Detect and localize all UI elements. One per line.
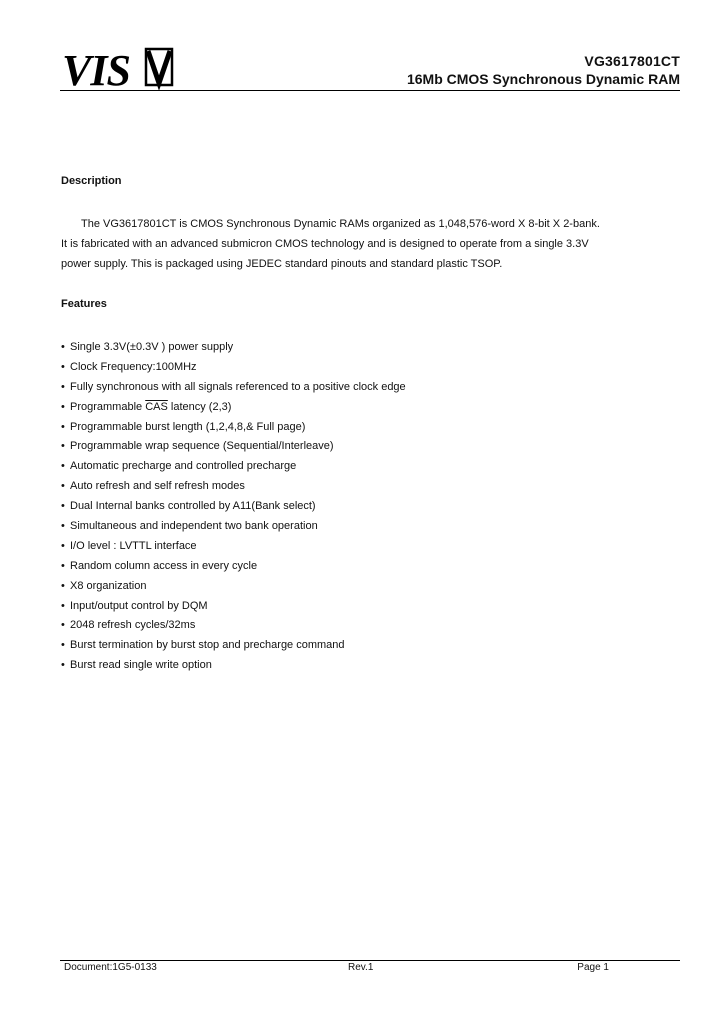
list-item: • Random column access in every cycle bbox=[61, 557, 406, 577]
list-item: • Single 3.3V(±0.3V ) power supply bbox=[61, 338, 406, 358]
bullet: • bbox=[61, 599, 65, 612]
bullet: • bbox=[61, 400, 65, 413]
list-item: • I/O level : LVTTL interface bbox=[61, 537, 406, 557]
features-list bbox=[61, 338, 406, 676]
logo-v-mark bbox=[146, 49, 172, 85]
list-item: • Programmable $\overline{CAS}$ latency (2,3) bbox=[61, 398, 406, 418]
header-divider bbox=[60, 90, 680, 91]
bullet: • bbox=[61, 579, 65, 592]
bullet: • bbox=[61, 380, 65, 393]
document-title: 16Mb CMOS Synchronous Dynamic RAM bbox=[406, 71, 680, 87]
description-heading: Description bbox=[61, 175, 122, 187]
footer-revision: Rev.1 bbox=[348, 962, 374, 973]
logo-text: VIS bbox=[62, 46, 130, 91]
description-body bbox=[61, 214, 606, 274]
list-item: • 2048 refresh cycles/32ms bbox=[61, 616, 406, 636]
list-item: • Burst read single write option bbox=[61, 656, 406, 676]
bullet: • bbox=[61, 500, 65, 513]
footer-page-number: Page 1 bbox=[577, 962, 609, 973]
bullet: • bbox=[61, 341, 65, 353]
list-item: • Input/output control by DQM bbox=[61, 597, 406, 617]
list-item: • Clock Frequency:100MHz bbox=[61, 358, 406, 378]
bullet: • bbox=[61, 619, 65, 632]
part-number: VG3617801CT bbox=[584, 53, 680, 69]
features-heading: Features bbox=[61, 298, 107, 310]
bullet: • bbox=[61, 420, 65, 433]
list-item: • Fully synchronous with all signals referenced to a positive clock edge bbox=[61, 378, 406, 398]
bullet: • bbox=[61, 639, 65, 652]
bullet: • bbox=[61, 480, 65, 493]
visv-logo bbox=[62, 43, 174, 91]
list-item: • Programmable wrap sequence (Sequential/Interleave) bbox=[61, 437, 406, 457]
bullet: • bbox=[61, 659, 65, 672]
bullet: • bbox=[61, 559, 65, 572]
list-item: • Dual Internal banks controlled by A11(Bank select) bbox=[61, 497, 406, 517]
bullet: • bbox=[61, 520, 65, 533]
cas-signal: $\overline{CAS}$ bbox=[145, 400, 168, 413]
list-item: • Auto refresh and self refresh modes bbox=[61, 477, 406, 497]
document-header bbox=[407, 52, 680, 88]
list-item: • Automatic precharge and controlled precharge bbox=[61, 457, 406, 477]
footer-divider bbox=[60, 960, 680, 961]
bullet: • bbox=[61, 460, 65, 473]
bullet: • bbox=[61, 440, 65, 453]
description-paragraph: The VG3617801CT is CMOS Synchronous Dynamic RAMs organized as 1,048,576-word X 8-bit X 2-bank. It is fabricated with an advanced submicron CMOS technology and is designed to operate from a single 3.3V power supply. This is packaged using JEDEC standard pinouts and standard plastic TSOP. bbox=[61, 218, 600, 270]
list-item: • X8 organization bbox=[61, 577, 406, 597]
bullet: • bbox=[61, 539, 65, 552]
bullet: • bbox=[61, 360, 65, 373]
list-item: • Burst termination by burst stop and precharge command bbox=[61, 636, 406, 656]
list-item: • Simultaneous and independent two bank operation bbox=[61, 517, 406, 537]
footer-document-number: Document:1G5-0133 bbox=[64, 962, 157, 973]
list-item: • Programmable burst length (1,2,4,8,& Full page) bbox=[61, 418, 406, 438]
